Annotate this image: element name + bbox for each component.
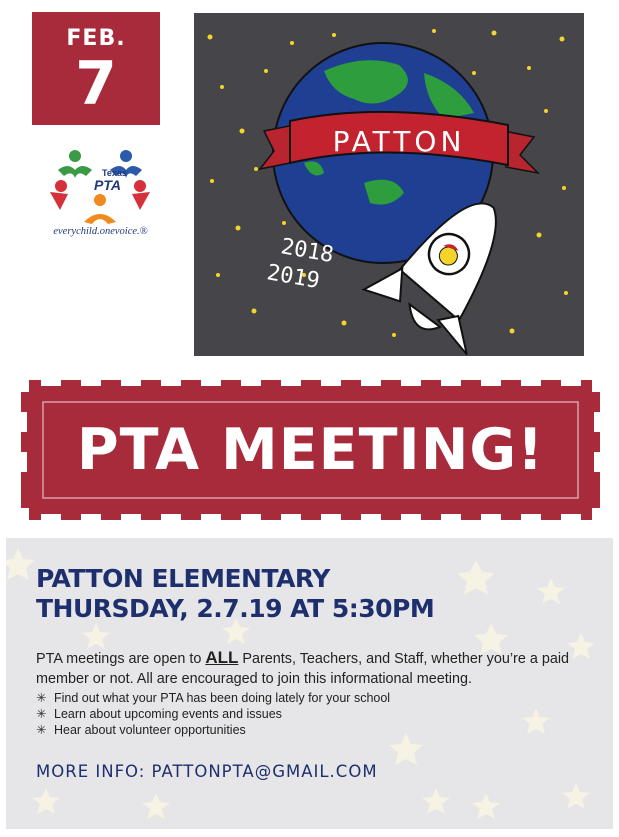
list-item bbox=[36, 706, 390, 722]
contact-email: MORE INFO: PATTONPTA@GMAIL.COM bbox=[36, 762, 378, 781]
date-month: FEB. bbox=[66, 26, 126, 51]
logo-org: PTA bbox=[94, 177, 121, 193]
intro-emphasis: ALL bbox=[205, 648, 239, 667]
year-bottom: 2019 bbox=[264, 260, 322, 295]
date-badge bbox=[32, 12, 160, 125]
bullet-list bbox=[36, 690, 390, 738]
info-panel bbox=[6, 538, 613, 829]
intro-before: PTA meetings are open to bbox=[36, 651, 206, 667]
space-artwork bbox=[194, 13, 584, 356]
intro-after: Parents, Teachers, and Staff, whether you’re a paid member or not. All are encouraged to join this informational meeting. bbox=[36, 651, 570, 687]
year-top: 2018 bbox=[278, 234, 336, 269]
school-name: PATTON ELEMENTARY bbox=[36, 564, 330, 593]
logo-state: Texas bbox=[102, 168, 127, 178]
list-item bbox=[36, 722, 390, 738]
logo-tagline: everychild.onevoice.® bbox=[53, 226, 148, 237]
date-day: 7 bbox=[75, 49, 117, 119]
pta-people-icon bbox=[28, 148, 173, 228]
texas-pta-logo bbox=[28, 148, 173, 243]
bullet-text: Find out what your PTA has been doing lately for your school bbox=[54, 691, 391, 705]
banner-title: PTA MEETING! bbox=[76, 417, 545, 483]
meeting-banner bbox=[21, 380, 600, 520]
bullet-text: Hear about volunteer opportunities bbox=[54, 723, 246, 737]
asterisk-icon: ✳ bbox=[36, 723, 47, 737]
list-item bbox=[36, 690, 390, 706]
asterisk-icon: ✳ bbox=[36, 707, 47, 721]
ribbon-text: PATTON bbox=[332, 125, 466, 158]
meeting-datetime: THURSDAY, 2.7.19 AT 5:30PM bbox=[36, 594, 435, 623]
intro-paragraph bbox=[36, 648, 596, 689]
bullet-text: Learn about upcoming events and issues bbox=[54, 707, 282, 721]
asterisk-icon: ✳ bbox=[36, 691, 47, 705]
